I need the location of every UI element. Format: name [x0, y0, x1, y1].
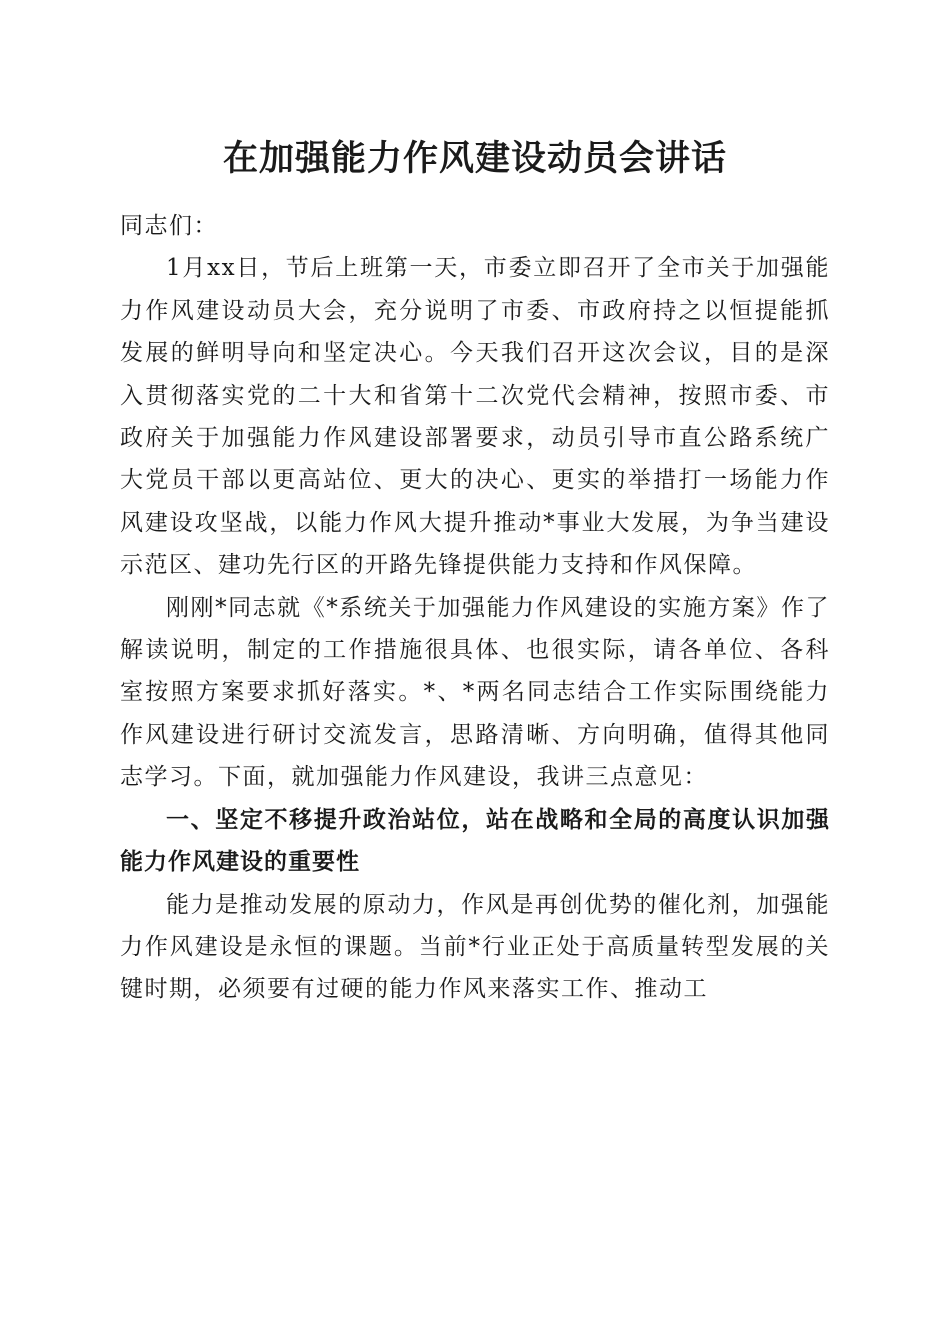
paragraph: 刚刚*同志就《*系统关于加强能力作风建设的实施方案》作了解读说明，制定的工作措施很具体、也很实际，请各单位、各科室按照方案要求抓好落实。*、*两名同志结合工作实际围绕能力作风建设进行研讨交流发言，思路清晰、方向明确，值得其他同志学习。下面，就加强能力作风建设，我讲三点意见： [120, 594, 830, 791]
section-heading: 一、坚定不移提升政治站位，站在战略和全局的高度认识加强能力作风建设的重要性 [120, 806, 830, 876]
paragraph: 能力是推动发展的原动力，作风是再创优势的催化剂，加强能力作风建设是永恒的课题。当前*行业正处于高质量转型发展的关键时期，必须要有过硬的能力作风来落实工作、推动工 [120, 891, 830, 1003]
document-body [120, 205, 830, 1011]
salutation: 同志们： [120, 213, 218, 239]
document-title: 在加强能力作风建设动员会讲话 [222, 138, 727, 179]
paragraph: 1月xx日，节后上班第一天，市委立即召开了全市关于加强能力作风建设动员大会，充分说明了市委、市政府持之以恒提能抓发展的鲜明导向和坚定决心。今天我们召开这次会议，目的是深入贯彻落实党的二十大和省第十二次党代会精神，按照市委、市政府关于加强能力作风建设部署要求，动员引导市直公路系统广大党员干部以更高站位、更大的决心、更实的举措打一场能力作风建设攻坚战，以能力作风大提升推动*事业大发展，为争当建设示范区、建功先行区的开路先锋提供能力支持和作风保障。 [120, 255, 830, 579]
